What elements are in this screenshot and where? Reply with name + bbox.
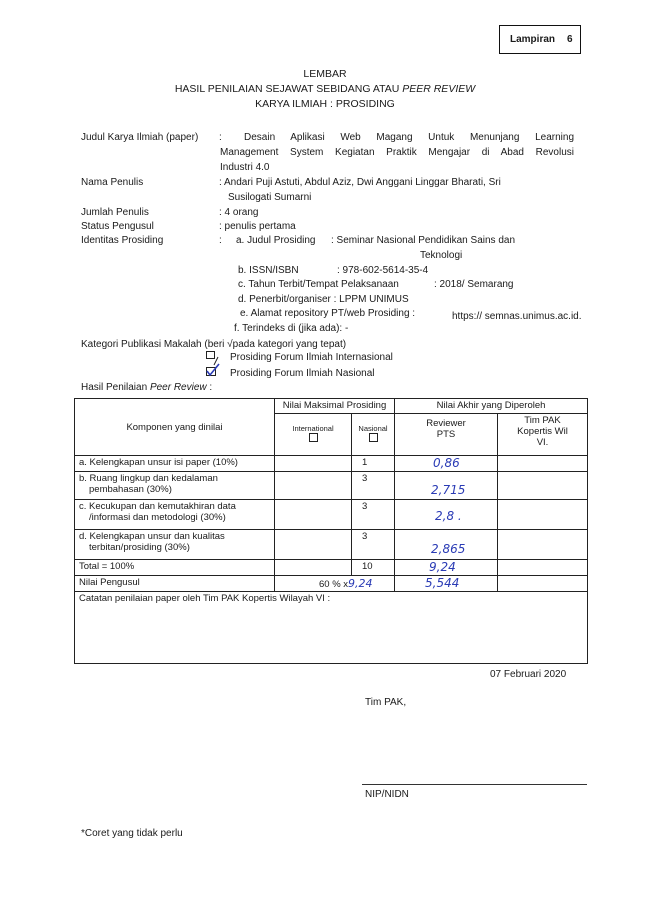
pengusul-formula: 60 % x [319, 579, 349, 590]
title-line2-main: HASIL PENILAIAN SEJAWAT SEBIDANG ATAU [174, 83, 403, 95]
tim-pak-text: Tim PAK, [365, 697, 407, 708]
row-d-timpak [498, 530, 588, 560]
row-d-reviewer: 2,865 [395, 530, 498, 560]
total-reviewer: 9,24 [395, 560, 498, 576]
prosiding-b-label: b. ISSN/ISBN [238, 265, 299, 276]
hasil-label [81, 382, 212, 393]
header-internasional-label: International [292, 424, 334, 433]
prosiding-e-label: e. Alamat repository PT/web Prosiding : [240, 308, 416, 319]
signature-line [362, 784, 587, 785]
judul-label: Judul Karya Ilmiah (paper) [81, 132, 199, 143]
row-b-timpak [498, 472, 588, 500]
header-nilai-max: Nilai Maksimal Prosiding [275, 399, 395, 414]
identitas-sep: : [219, 235, 222, 246]
lampiran-label: Lampiran [510, 34, 556, 45]
row-c-label-line2: /informasi dan metodologi (30%) [89, 512, 226, 523]
prosiding-c-value: : 2018/ Semarang [434, 279, 514, 290]
pengusul-formula-cell [275, 576, 395, 592]
table-row [75, 530, 588, 560]
judul-sep: : [219, 132, 222, 143]
row-b-label-line2: pembahasan (30%) [89, 484, 172, 495]
judul-value-line2: Management System Kegiatan Praktik Mengajar di Abad Revolusi [220, 147, 574, 158]
row-d-label [75, 530, 275, 560]
hasil-label-italic: Peer Review [149, 382, 207, 393]
row-b-internasional [275, 472, 352, 500]
prosiding-c-label: c. Tahun Terbit/Tempat Pelaksanaan [238, 279, 399, 290]
row-c-label-line1: c. Kecukupan dan kemutakhiran data [79, 501, 236, 512]
prosiding-e-value: https:// semnas.unimus.ac.id. [452, 311, 582, 322]
header-reviewer-line1: Reviewer [426, 418, 466, 429]
title-line3: KARYA ILMIAH : PROSIDING [255, 98, 395, 110]
hasil-label-colon: : [206, 382, 213, 393]
total-label: Total = 100% [75, 560, 275, 576]
header-timpak-line3: VI. [536, 437, 549, 448]
header-nilai-akhir: Nilai Akhir yang Diperoleh [395, 399, 588, 414]
table-row [75, 500, 588, 530]
hasil-label-main: Hasil Penilaian [81, 382, 150, 393]
row-b-label [75, 472, 275, 500]
prosiding-a-label: a. Judul Prosiding [236, 235, 316, 246]
row-a-reviewer: 0,86 [395, 456, 498, 472]
kategori-opt1-checkbox[interactable] [206, 351, 218, 362]
catatan-cell: Catatan penilaian paper oleh Tim PAK Kopertis Wilayah VI : [75, 592, 588, 664]
pengusul-timpak [498, 576, 588, 592]
prosiding-b-value: : 978-602-5614-35-4 [337, 265, 429, 276]
table-row [75, 592, 588, 664]
jumlah-value: : 4 orang [219, 207, 259, 218]
judul-value-line1: Desain Aplikasi Web Magang Untuk Menunjang Learning [244, 132, 574, 143]
nip-label: NIP/NIDN [365, 789, 409, 800]
status-value: : penulis pertama [219, 221, 296, 232]
identitas-label: Identitas Prosiding [81, 235, 164, 246]
prosiding-a-value-line1: : Seminar Nasional Pendidikan Sains dan [331, 235, 515, 246]
title-line1: LEMBAR [303, 68, 347, 80]
footnote: *Coret yang tidak perlu [81, 828, 183, 839]
row-d-max: 3 [352, 530, 395, 560]
row-b-max: 3 [352, 472, 395, 500]
row-d-internasional [275, 530, 352, 560]
header-reviewer [395, 414, 498, 456]
row-a-timpak [498, 456, 588, 472]
status-label: Status Pengusul [81, 221, 154, 232]
row-d-label-line1: d. Kelengkapan unsur dan kualitas [79, 531, 225, 542]
row-a-internasional [275, 456, 352, 472]
total-internasional [275, 560, 352, 576]
header-reviewer-line2: PTS [436, 429, 456, 440]
table-row [75, 472, 588, 500]
header-nasional [352, 414, 395, 456]
kategori-opt2-checkbox[interactable] [206, 366, 220, 378]
row-a-label: a. Kelengkapan unsur isi paper (10%) [75, 456, 275, 472]
title-line2-italic: PEER REVIEW [402, 83, 476, 95]
lampiran-box [499, 25, 581, 54]
row-a-max: 1 [352, 456, 395, 472]
header-nasional-label: Nasional [358, 424, 388, 433]
nama-value-line2: Susilogati Sumarni [228, 192, 312, 203]
row-c-label [75, 500, 275, 530]
title-line2 [0, 83, 650, 95]
header-timpak-line2: Kopertis Wil [517, 426, 568, 437]
table-row [75, 576, 588, 592]
row-c-internasional [275, 500, 352, 530]
kategori-label: Kategori Publikasi Makalah (beri √pada kategori yang tepat) [81, 339, 347, 350]
row-c-reviewer: 2,8 . [395, 500, 498, 530]
assessment-table [74, 398, 588, 664]
nasional-checkbox[interactable] [369, 433, 378, 442]
header-internasional [275, 414, 352, 456]
nama-value-line1: : Andari Puji Astuti, Abdul Aziz, Dwi Anggani Linggar Bharati, Sri [219, 177, 501, 188]
kategori-opt2-label: Prosiding Forum Ilmiah Nasional [230, 368, 375, 379]
total-max: 10 [352, 560, 395, 576]
check-icon [207, 364, 219, 375]
row-d-label-line2: terbitan/prosiding (30%) [89, 542, 190, 553]
header-timpak [498, 414, 588, 456]
header-komponen: Komponen yang dinilai [75, 399, 275, 456]
date-text: 07 Februari 2020 [490, 669, 567, 680]
row-c-max: 3 [352, 500, 395, 530]
lampiran-number: 6 [567, 34, 573, 45]
row-c-timpak [498, 500, 588, 530]
row-b-reviewer: 2,715 [395, 472, 498, 500]
total-timpak [498, 560, 588, 576]
header-timpak-line1: Tim PAK [524, 415, 561, 426]
internasional-checkbox[interactable] [309, 433, 318, 442]
pengusul-reviewer: 5,544 [395, 576, 498, 592]
jumlah-label: Jumlah Penulis [81, 207, 149, 218]
kategori-opt1-label: Prosiding Forum Ilmiah Internasional [230, 352, 393, 363]
pengusul-label: Nilai Pengusul [75, 576, 275, 592]
pengusul-hand: 9,24 [348, 577, 373, 590]
nama-label: Nama Penulis [81, 177, 144, 188]
judul-value-line3: Industri 4.0 [220, 162, 270, 173]
prosiding-a-value-line2: Teknologi [420, 250, 463, 261]
prosiding-f-text: f. Terindeks di (jika ada): - [234, 323, 349, 334]
table-row [75, 456, 588, 472]
table-row [75, 560, 588, 576]
row-b-label-line1: b. Ruang lingkup dan kedalaman [79, 473, 218, 484]
prosiding-d-text: d. Penerbit/organiser : LPPM UNIMUS [238, 294, 409, 305]
